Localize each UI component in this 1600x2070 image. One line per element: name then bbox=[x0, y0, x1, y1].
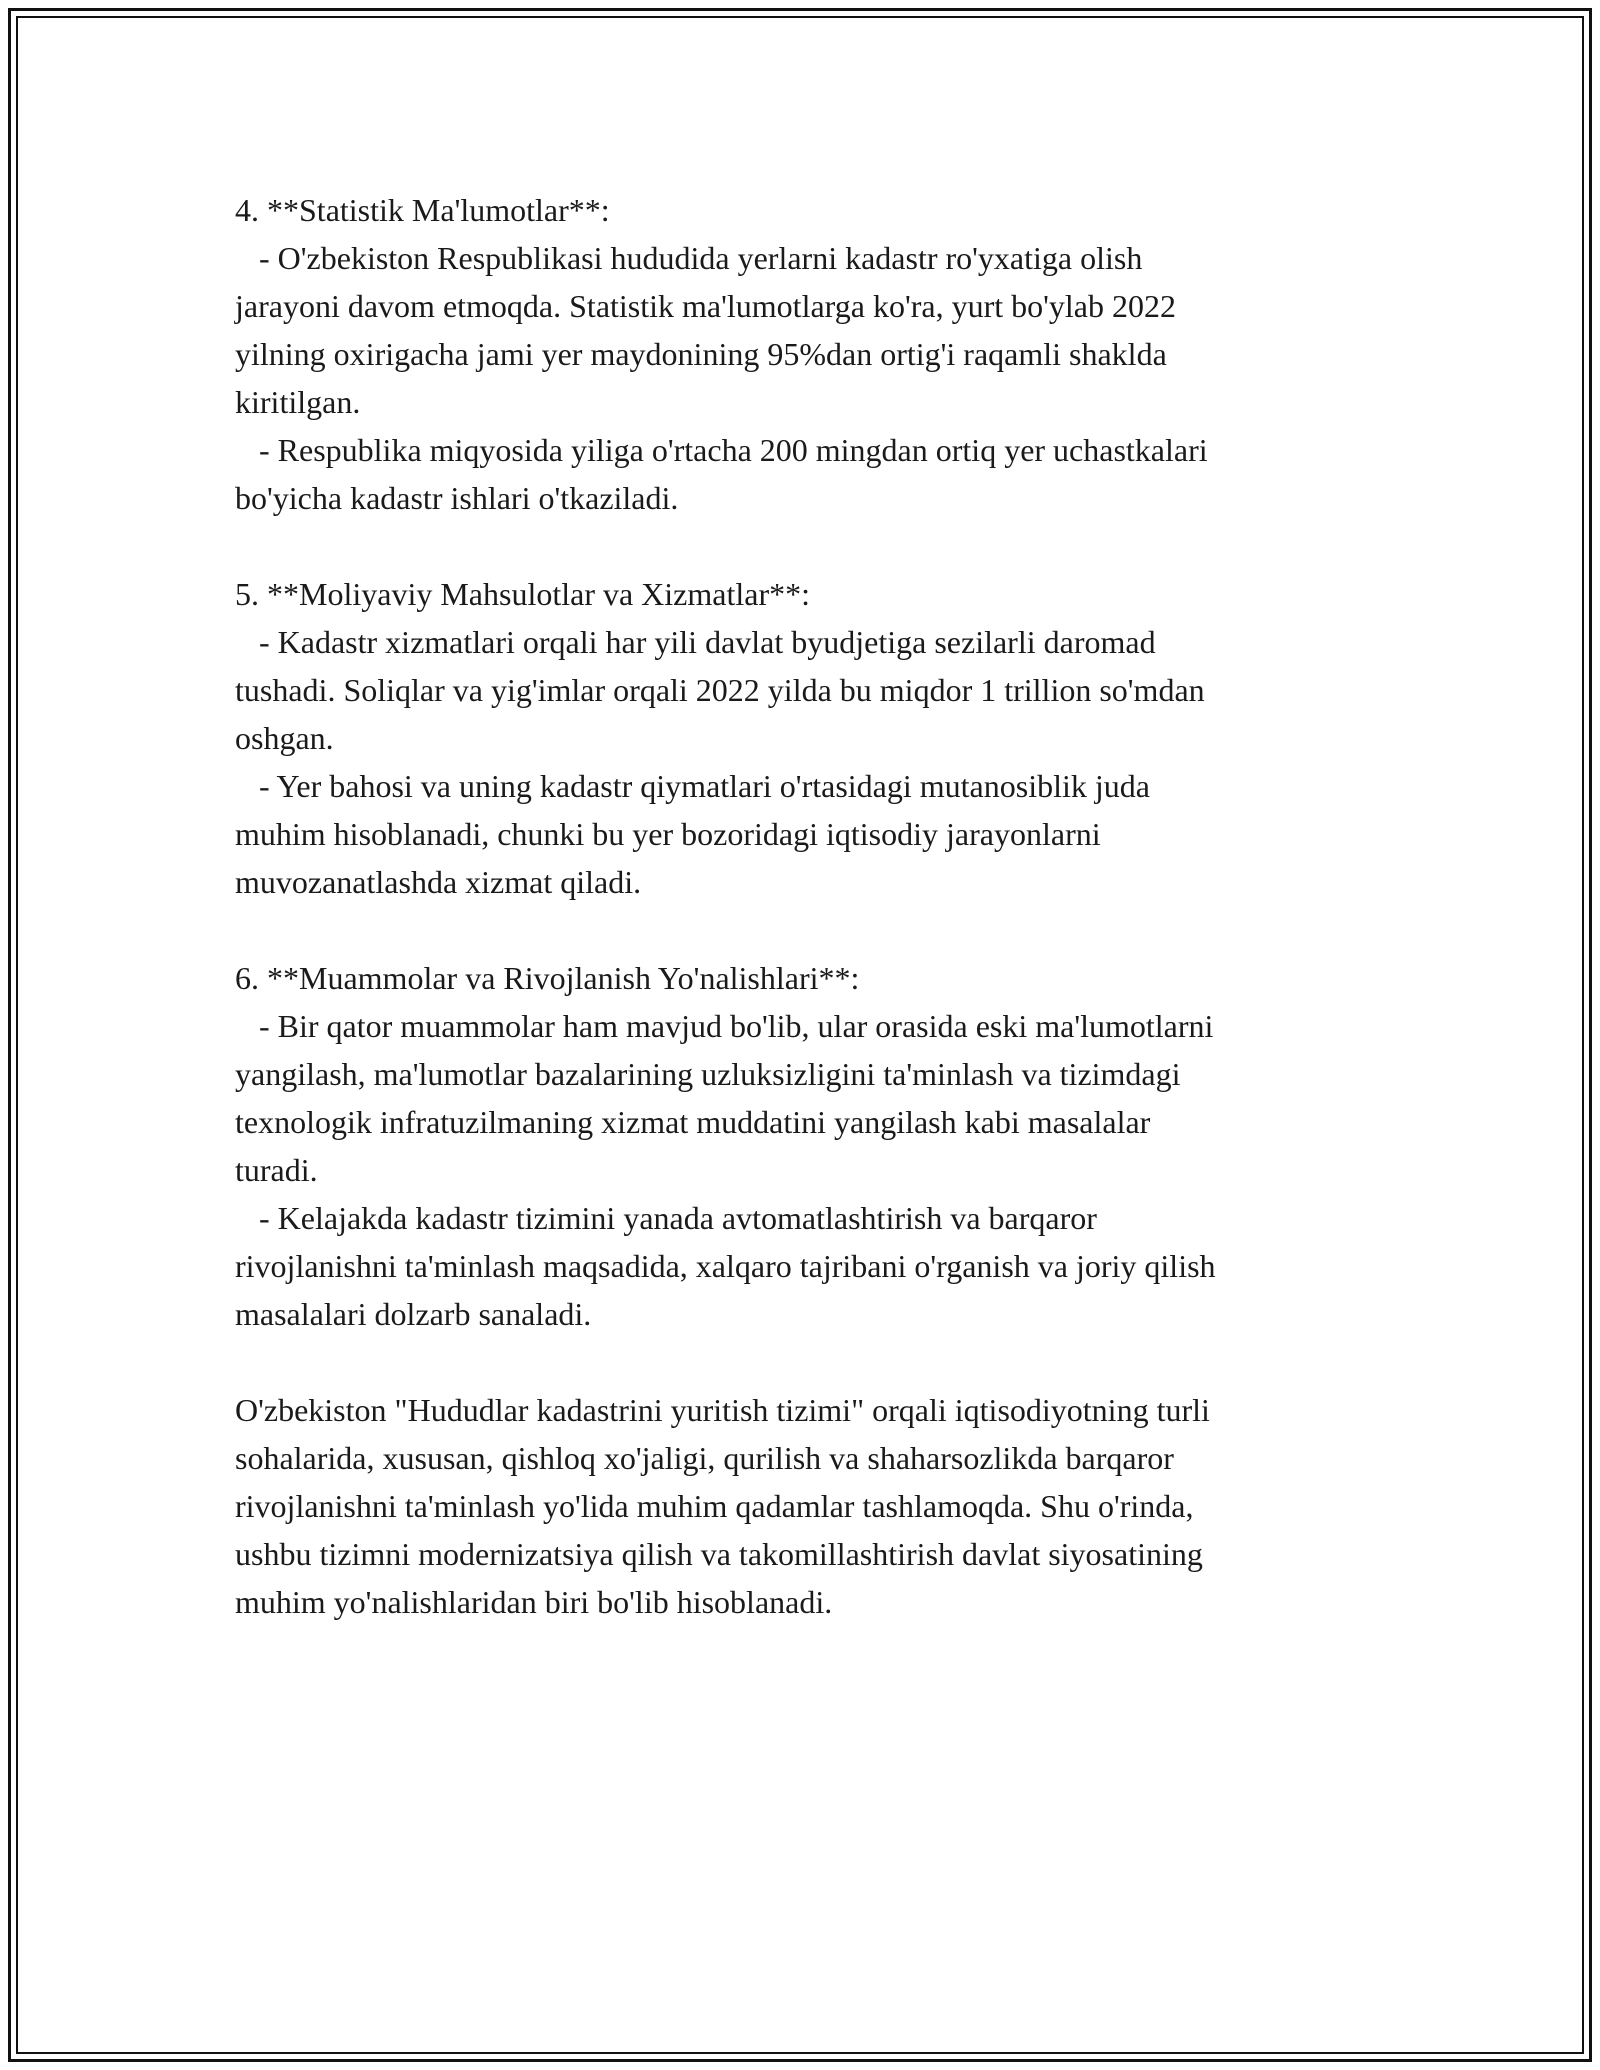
text-line: - O'zbekiston Respublikasi hududida yerlarni kadastr ro'yxatiga olish bbox=[235, 240, 1143, 276]
text-line: - Yer bahosi va uning kadastr qiymatlari o'rtasidagi mutanosiblik juda bbox=[235, 768, 1150, 804]
text-line: rivojlanishni ta'minlash maqsadida, xalqaro tajribani o'rganish va joriy qilish bbox=[235, 1248, 1216, 1284]
text-line: tushadi. Soliqlar va yig'imlar orqali 2022 yilda bu miqdor 1 trillion so'mdan bbox=[235, 672, 1205, 708]
section-financial bbox=[235, 570, 1385, 906]
text-line: - Bir qator muammolar ham mavjud bo'lib, ular orasida eski ma'lumotlarni bbox=[235, 1008, 1214, 1044]
text-line: muvozanatlashda xizmat qiladi. bbox=[235, 864, 642, 900]
text-line: yilning oxirigacha jami yer maydonining 95%dan ortig'i raqamli shaklda bbox=[235, 336, 1167, 372]
text-line: - Kadastr xizmatlari orqali har yili davlat byudjetiga sezilarli daromad bbox=[235, 624, 1156, 660]
text-line: - Kelajakda kadastr tizimini yanada avtomatlashtirish va barqaror bbox=[235, 1200, 1097, 1236]
text-line: yangilash, ma'lumotlar bazalarining uzluksizligini ta'minlash va tizimdagi bbox=[235, 1056, 1181, 1092]
text-line: O'zbekiston "Hududlar kadastrini yuritish tizimi" orqali iqtisodiyotning turli bbox=[235, 1392, 1210, 1428]
section-heading: 6. **Muammolar va Rivojlanish Yo'nalishlari**: bbox=[235, 960, 860, 996]
text-line: muhim yo'nalishlaridan biri bo'lib hisoblanadi. bbox=[235, 1584, 833, 1620]
text-line: - Respublika miqyosida yiliga o'rtacha 200 mingdan ortiq yer uchastkalari bbox=[235, 432, 1208, 468]
text-line: jarayoni davom etmoqda. Statistik ma'lumotlarga ko'ra, yurt bo'ylab 2022 bbox=[235, 288, 1176, 324]
section-statistics bbox=[235, 186, 1385, 522]
text-line: sohalarida, xususan, qishloq xo'jaligi, qurilish va shaharsozlikda barqaror bbox=[235, 1440, 1174, 1476]
text-line: ushbu tizimni modernizatsiya qilish va takomillashtirish davlat siyosatining bbox=[235, 1536, 1203, 1572]
text-line: oshgan. bbox=[235, 720, 334, 756]
text-line: masalalari dolzarb sanaladi. bbox=[235, 1296, 592, 1332]
text-line: rivojlanishni ta'minlash yo'lida muhim qadamlar tashlamoqda. Shu o'rinda, bbox=[235, 1488, 1194, 1524]
text-line: muhim hisoblanadi, chunki bu yer bozoridagi iqtisodiy jarayonlarni bbox=[235, 816, 1101, 852]
document-body bbox=[235, 186, 1385, 1674]
text-line: turadi. bbox=[235, 1152, 318, 1188]
section-problems bbox=[235, 954, 1385, 1338]
text-line: texnologik infratuzilmaning xizmat muddatini yangilash kabi masalalar bbox=[235, 1104, 1151, 1140]
conclusion-paragraph bbox=[235, 1386, 1385, 1626]
text-line: kiritilgan. bbox=[235, 384, 361, 420]
text-line: bo'yicha kadastr ishlari o'tkaziladi. bbox=[235, 480, 679, 516]
section-heading: 5. **Moliyaviy Mahsulotlar va Xizmatlar**: bbox=[235, 576, 810, 612]
section-heading: 4. **Statistik Ma'lumotlar**: bbox=[235, 192, 610, 228]
